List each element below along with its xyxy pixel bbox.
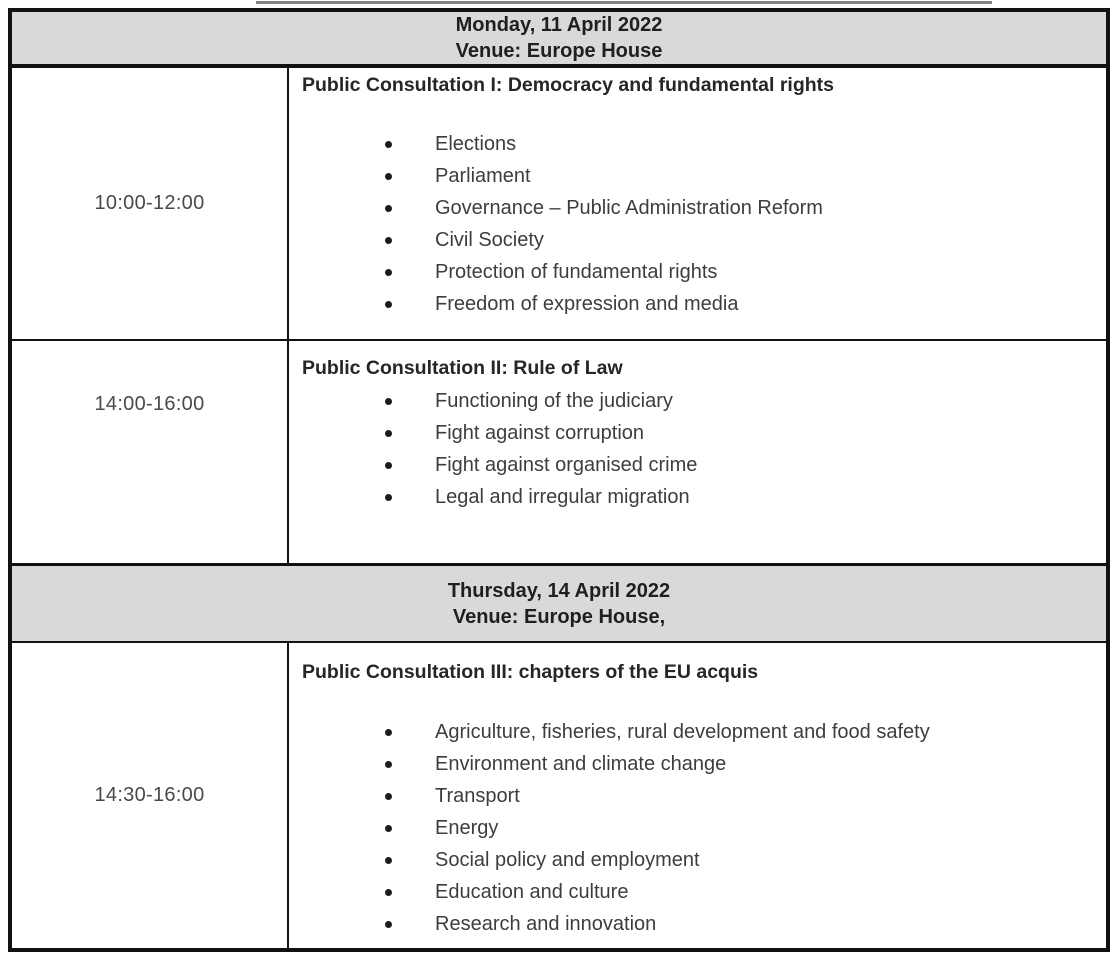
topic-label: Parliament xyxy=(435,164,531,187)
topic-label: Legal and irregular migration xyxy=(435,485,690,508)
session-row-1 xyxy=(12,68,1106,341)
topic-label: Fight against corruption xyxy=(435,421,645,444)
session-row-3 xyxy=(12,643,1106,948)
session-2-title: Public Consultation II: Rule of Law xyxy=(302,357,623,379)
session-3-topics xyxy=(302,716,1088,940)
session-2-topics xyxy=(302,385,1088,513)
topic-item xyxy=(302,844,1088,876)
bullet-icon xyxy=(385,761,392,768)
topic-item xyxy=(302,716,1088,748)
session-3-time: 14:30-16:00 xyxy=(12,643,289,948)
bullet-icon xyxy=(385,729,392,736)
bullet-icon xyxy=(385,205,392,212)
topic-label: Protection of fundamental rights xyxy=(435,260,718,283)
topic-label: Energy xyxy=(435,816,499,839)
topic-label: Freedom of expression and media xyxy=(435,292,739,315)
cropped-content-artifact xyxy=(256,1,992,4)
topic-label: Social policy and employment xyxy=(435,848,700,871)
topic-label: Education and culture xyxy=(435,880,629,903)
topic-item xyxy=(302,128,1088,160)
topic-item xyxy=(302,908,1088,940)
topic-item xyxy=(302,192,1088,224)
topic-label: Elections xyxy=(435,132,517,155)
bullet-icon xyxy=(385,921,392,928)
bullet-icon xyxy=(385,462,392,469)
topic-item xyxy=(302,224,1088,256)
bullet-icon xyxy=(385,889,392,896)
session-3-content xyxy=(289,643,1106,948)
topic-item xyxy=(302,876,1088,908)
topic-item xyxy=(302,256,1088,288)
day1-header xyxy=(12,12,1106,68)
bullet-icon xyxy=(385,857,392,864)
session-2-content xyxy=(289,341,1106,563)
day2-header-date: Thursday, 14 April 2022 xyxy=(447,579,671,602)
day1-header-venue: Venue: Europe House xyxy=(455,40,663,62)
topic-item xyxy=(302,385,1088,417)
topic-item xyxy=(302,748,1088,780)
session-1-content xyxy=(289,68,1106,339)
session-1-time: 10:00-12:00 xyxy=(12,68,289,339)
session-row-2 xyxy=(12,341,1106,566)
session-1-topics xyxy=(302,128,1088,320)
topic-label: Transport xyxy=(435,784,520,807)
topic-item xyxy=(302,288,1088,320)
topic-item xyxy=(302,780,1088,812)
topic-item xyxy=(302,160,1088,192)
topic-label: Fight against organised crime xyxy=(435,453,698,476)
topic-item xyxy=(302,812,1088,844)
topic-item xyxy=(302,481,1088,513)
bullet-icon xyxy=(385,430,392,437)
day2-header xyxy=(12,566,1106,643)
bullet-icon xyxy=(385,793,392,800)
session-1-title: Public Consultation I: Democracy and fundamental rights xyxy=(302,74,834,96)
bullet-icon xyxy=(385,825,392,832)
topic-label: Agriculture, fisheries, rural development and food safety xyxy=(435,720,930,743)
bullet-icon xyxy=(385,237,392,244)
bullet-icon xyxy=(385,269,392,276)
bullet-icon xyxy=(385,398,392,405)
topic-item xyxy=(302,417,1088,449)
session-3-title: Public Consultation III: chapters of the EU acquis xyxy=(302,661,759,683)
consultation-schedule-table xyxy=(8,8,1110,952)
day1-header-date: Monday, 11 April 2022 xyxy=(455,14,663,36)
topic-label: Environment and climate change xyxy=(435,752,727,775)
topic-item xyxy=(302,449,1088,481)
topic-label: Research and innovation xyxy=(435,912,657,935)
session-2-time: 14:00-16:00 xyxy=(12,341,289,563)
topic-label: Civil Society xyxy=(435,228,544,251)
day2-header-venue: Venue: Europe House, xyxy=(452,605,666,628)
bullet-icon xyxy=(385,494,392,501)
topic-label: Governance – Public Administration Reform xyxy=(435,196,823,219)
bullet-icon xyxy=(385,301,392,308)
bullet-icon xyxy=(385,141,392,148)
bullet-icon xyxy=(385,173,392,180)
topic-label: Functioning of the judiciary xyxy=(435,389,673,412)
